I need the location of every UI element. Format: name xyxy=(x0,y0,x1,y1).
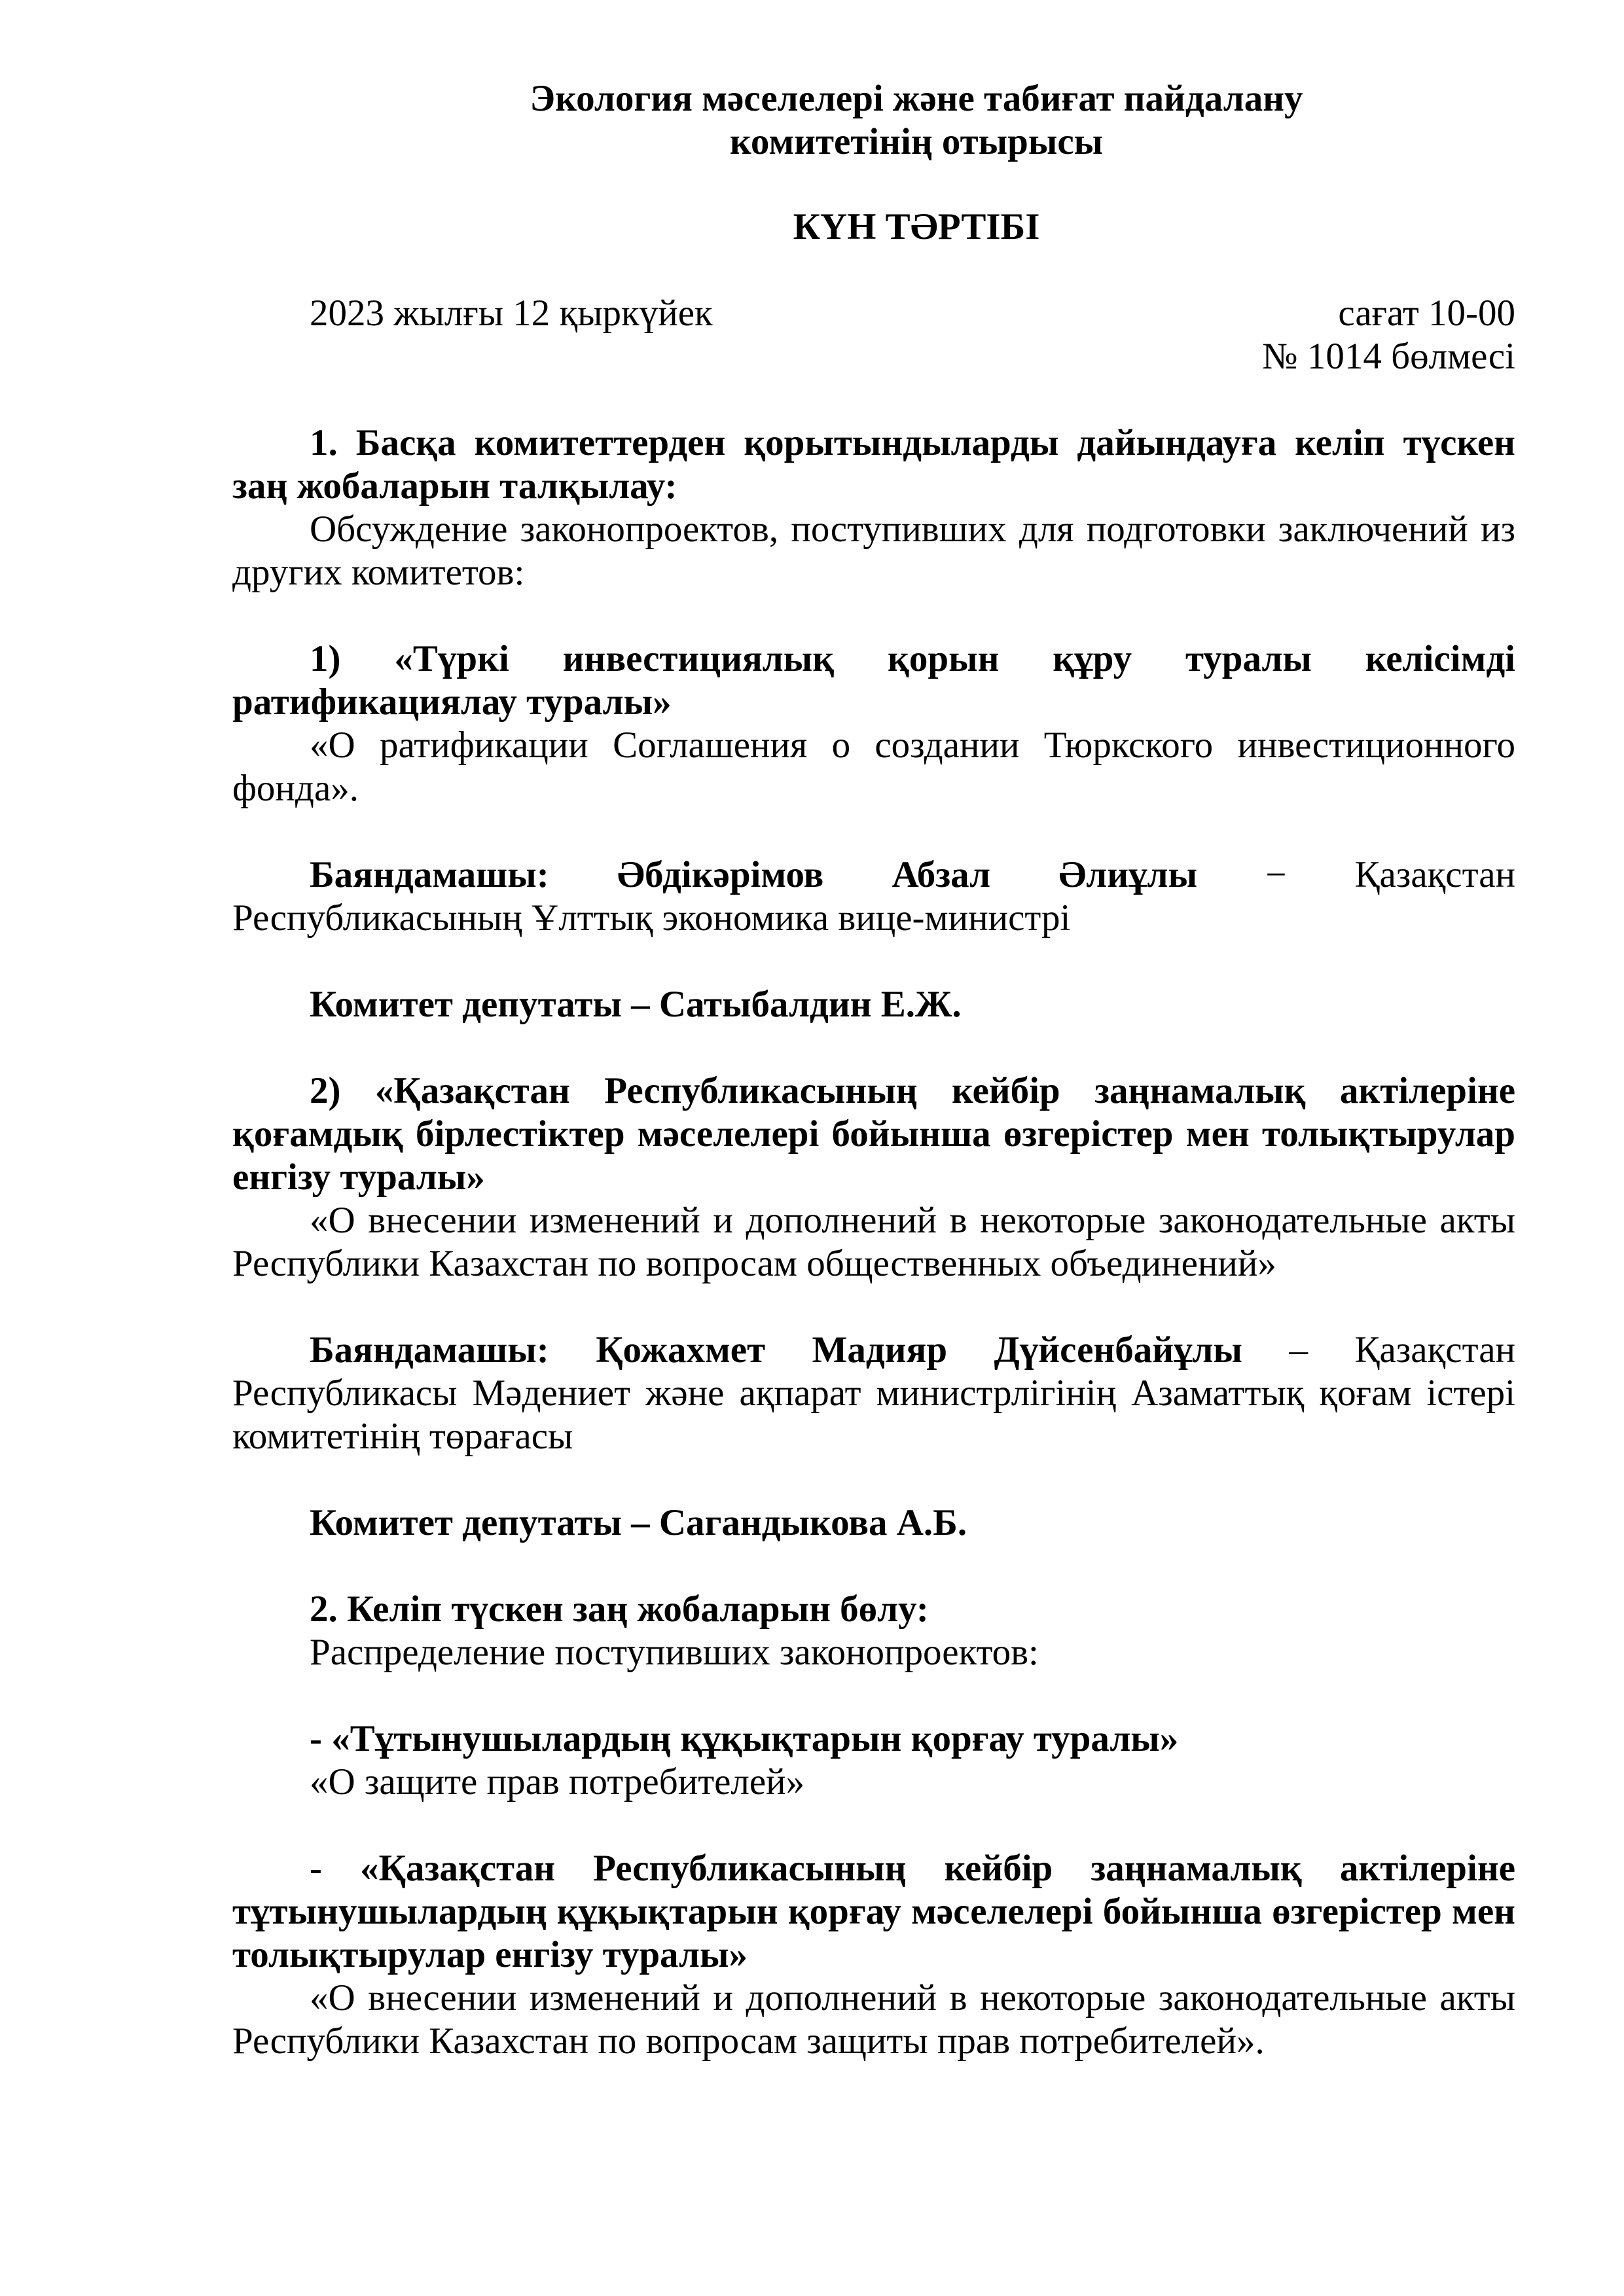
item2-title: 2) «Қазақстан Республикасының кейбір заңнамалық актілеріне қоғамдық бірлестіктер мәселелері бойынша өзгерістер мен толықтырулар енгізу туралы» xyxy=(232,1070,1515,1198)
committee-header-line1: Экология мәселелері және табиғат пайдалану xyxy=(530,78,1303,119)
item2-speaker-label: Баяндамашы: xyxy=(310,1329,549,1371)
item2-speaker-role: – Қазақстан Республикасы Мәдениет және ақпарат министрлігінің Азаматтық қоғам істері комитетінің төрағасы xyxy=(232,1329,1516,1457)
item1-speaker-role: − Қазақстан Республикасының Ұлттық экономика вице-министрі xyxy=(232,854,1516,939)
committee-header xyxy=(317,77,1515,164)
section1-heading-ru: Обсуждение законопроектов, поступивших для подготовки заключений из других комитетов: xyxy=(232,509,1515,593)
section2-heading-ru: Распределение поступивших законопроектов: xyxy=(310,1632,1039,1673)
dist1-title-ru: «О защите прав потребителей» xyxy=(310,1761,805,1803)
item1-speaker-name: Әбдікәрімов Абзал Әлиұлы xyxy=(617,854,1198,895)
committee-header-line2: комитетінің отырысы xyxy=(729,121,1104,162)
item1-title: 1) «Түркі инвестициялық қорын құру туралы келісімді ратификациялау туралы» xyxy=(232,638,1515,723)
meeting-meta xyxy=(232,292,1515,378)
item2-speaker-name: Қожахмет Мадияр Дүйсенбайұлы xyxy=(596,1329,1243,1371)
agenda-title: КҮН ТӘРТІБІ xyxy=(793,206,1040,247)
item2-speaker xyxy=(232,1329,1515,1458)
section1-heading: 1. Басқа комитеттерден қорытындыларды дайындауға келіп түскен заң жобаларын талқылау: xyxy=(232,422,1515,507)
meeting-date: 2023 жылғы 12 қыркүйек xyxy=(310,293,713,334)
document-content xyxy=(232,77,1515,2063)
dist1-title: - «Тұтынушылардың құқықтарын қорғау туралы» xyxy=(310,1718,1179,1759)
meeting-time: сағат 10-00 xyxy=(1338,293,1515,334)
item1-title-ru: «О ратификации Соглашения о создании Тюркского инвестиционного фонда». xyxy=(232,725,1515,809)
dist2-title: - «Қазақстан Республикасының кейбір заңнамалық актілеріне тұтынушылардың құқықтарын қорғау мәселелері бойынша өзгерістер мен толықтырулар енгізу туралы» xyxy=(232,1848,1515,1975)
meeting-room: № 1014 бөлмесі xyxy=(1262,336,1515,377)
dist2-title-ru: «О внесении изменений и дополнений в некоторые законодательные акты Республики Казахстан по вопросам защиты прав потребителей». xyxy=(232,1977,1515,2062)
item1-speaker xyxy=(232,853,1515,940)
item1-deputy: Комитет депутаты – Сатыбалдин Е.Ж. xyxy=(310,984,962,1025)
item1-speaker-label: Баяндамашы: xyxy=(310,854,549,895)
section2-heading: 2. Келіп түскен заң жобаларын бөлу: xyxy=(310,1588,929,1630)
item2-deputy: Комитет депутаты – Сагандыкова А.Б. xyxy=(310,1502,967,1543)
meeting-time-room xyxy=(1262,292,1515,378)
item2-title-ru: «О внесении изменений и дополнений в некоторые законодательные акты Республики Казахстан по вопросам общественных объединений» xyxy=(232,1200,1515,1284)
